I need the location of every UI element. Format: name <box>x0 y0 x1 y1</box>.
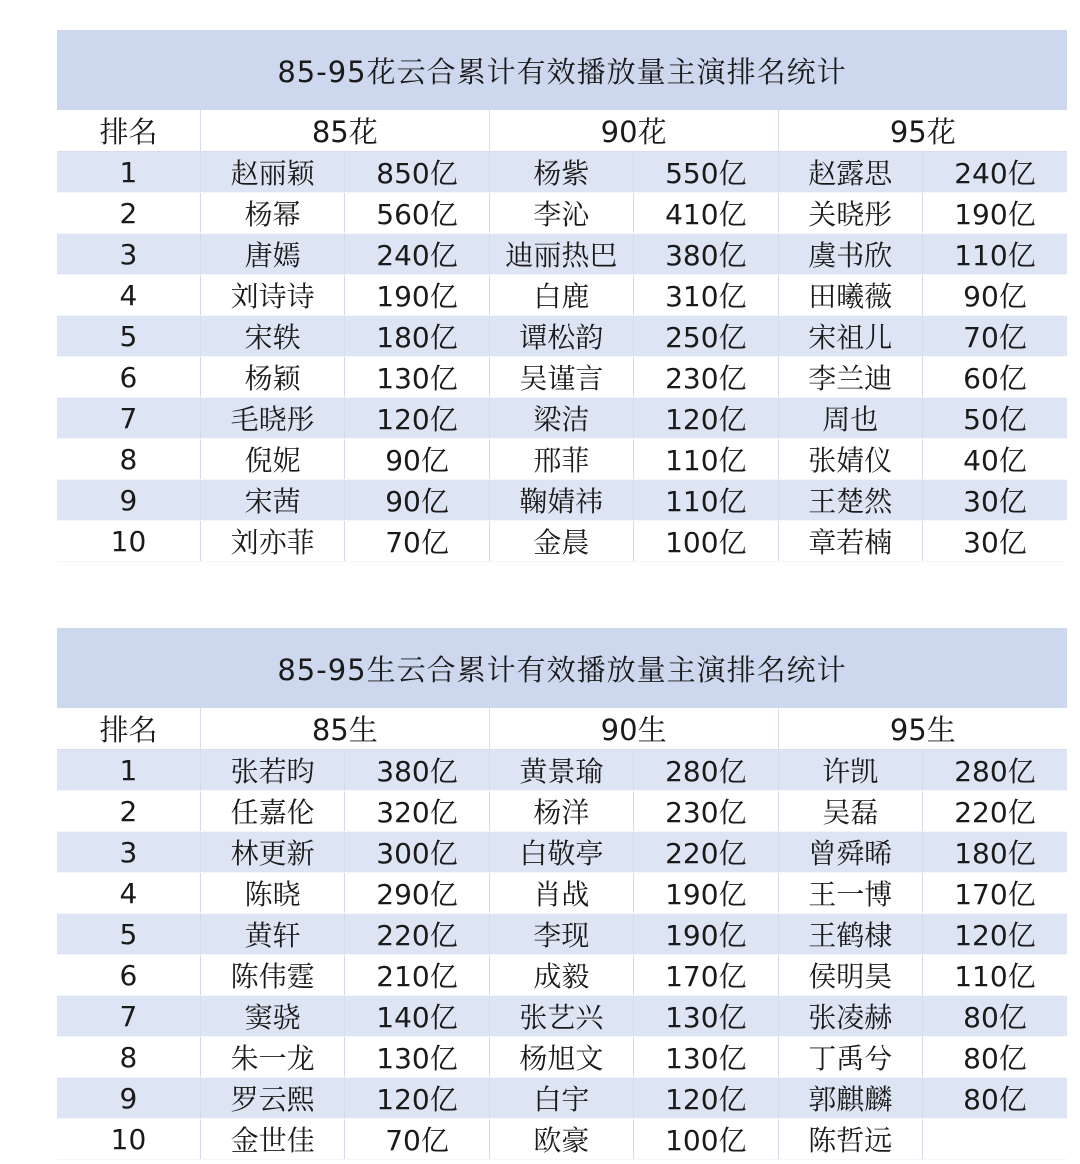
group-header: 90花 <box>489 110 778 152</box>
value-cell: 220亿 <box>345 914 489 955</box>
rank-header: 排名 <box>57 708 200 750</box>
table-row <box>57 1119 1067 1160</box>
value-cell: 380亿 <box>634 234 778 275</box>
group-header: 95花 <box>778 110 1067 152</box>
name-cell: 倪妮 <box>200 439 344 480</box>
name-cell: 迪丽热巴 <box>489 234 633 275</box>
name-cell: 欧豪 <box>489 1119 633 1160</box>
value-cell: 320亿 <box>345 791 489 832</box>
value-cell: 110亿 <box>922 234 1067 275</box>
value-cell: 240亿 <box>345 234 489 275</box>
name-cell: 任嘉伦 <box>200 791 344 832</box>
name-cell: 郭麒麟 <box>778 1078 922 1119</box>
name-cell: 张若昀 <box>200 750 344 791</box>
table-row <box>57 791 1067 832</box>
table-row <box>57 480 1067 521</box>
name-cell: 肖战 <box>489 873 633 914</box>
name-cell: 成毅 <box>489 955 633 996</box>
value-cell: 170亿 <box>634 955 778 996</box>
table-row <box>57 316 1067 357</box>
name-cell: 白鹿 <box>489 275 633 316</box>
value-cell: 130亿 <box>634 1037 778 1078</box>
rank-cell: 6 <box>57 357 200 398</box>
value-cell: 410亿 <box>634 193 778 234</box>
rank-cell: 7 <box>57 398 200 439</box>
rank-cell: 8 <box>57 1037 200 1078</box>
value-cell: 120亿 <box>345 1078 489 1119</box>
value-cell: 110亿 <box>634 439 778 480</box>
rank-cell: 4 <box>57 873 200 914</box>
name-cell: 杨颖 <box>200 357 344 398</box>
value-cell: 280亿 <box>634 750 778 791</box>
name-cell: 鞠婧祎 <box>489 480 633 521</box>
value-cell: 380亿 <box>345 750 489 791</box>
name-cell: 刘诗诗 <box>200 275 344 316</box>
name-cell: 宋轶 <box>200 316 344 357</box>
table-row <box>57 750 1067 791</box>
rank-cell: 10 <box>57 1119 200 1160</box>
name-cell: 白宇 <box>489 1078 633 1119</box>
value-cell: 290亿 <box>345 873 489 914</box>
table-row <box>57 914 1067 955</box>
table-row <box>57 521 1067 562</box>
name-cell: 刘亦菲 <box>200 521 344 562</box>
value-cell: 220亿 <box>922 791 1067 832</box>
name-cell: 杨幂 <box>200 193 344 234</box>
table-row <box>57 832 1067 873</box>
value-cell: 30亿 <box>922 480 1067 521</box>
name-cell: 田曦薇 <box>778 275 922 316</box>
name-cell: 李现 <box>489 914 633 955</box>
value-cell: 230亿 <box>634 791 778 832</box>
name-cell: 王鹤棣 <box>778 914 922 955</box>
table-row <box>57 398 1067 439</box>
name-cell: 赵丽颖 <box>200 152 344 193</box>
name-cell: 梁洁 <box>489 398 633 439</box>
table-row <box>57 439 1067 480</box>
name-cell: 李兰迪 <box>778 357 922 398</box>
name-cell: 李沁 <box>489 193 633 234</box>
value-cell: 230亿 <box>634 357 778 398</box>
name-cell: 张婧仪 <box>778 439 922 480</box>
value-cell: 310亿 <box>634 275 778 316</box>
value-cell: 140亿 <box>345 996 489 1037</box>
name-cell: 赵露思 <box>778 152 922 193</box>
value-cell <box>922 1119 1067 1160</box>
value-cell: 90亿 <box>345 480 489 521</box>
value-cell: 120亿 <box>922 914 1067 955</box>
table-title: 85-95花云合累计有效播放量主演排名统计 <box>57 30 1067 110</box>
name-cell: 关晓彤 <box>778 193 922 234</box>
name-cell: 张凌赫 <box>778 996 922 1037</box>
header-row <box>57 110 1067 152</box>
value-cell: 120亿 <box>634 398 778 439</box>
value-cell: 120亿 <box>634 1078 778 1119</box>
group-header: 85花 <box>200 110 489 152</box>
value-cell: 90亿 <box>345 439 489 480</box>
value-cell: 80亿 <box>922 996 1067 1037</box>
value-cell: 220亿 <box>634 832 778 873</box>
value-cell: 70亿 <box>922 316 1067 357</box>
value-cell: 190亿 <box>345 275 489 316</box>
rank-cell: 7 <box>57 996 200 1037</box>
table-row <box>57 275 1067 316</box>
name-cell: 丁禹兮 <box>778 1037 922 1078</box>
value-cell: 190亿 <box>634 914 778 955</box>
name-cell: 毛晓彤 <box>200 398 344 439</box>
name-cell: 朱一龙 <box>200 1037 344 1078</box>
name-cell: 侯明昊 <box>778 955 922 996</box>
name-cell: 王一博 <box>778 873 922 914</box>
rank-cell: 2 <box>57 193 200 234</box>
name-cell: 宋祖儿 <box>778 316 922 357</box>
rank-cell: 2 <box>57 791 200 832</box>
name-cell: 谭松韵 <box>489 316 633 357</box>
value-cell: 130亿 <box>634 996 778 1037</box>
name-cell: 陈晓 <box>200 873 344 914</box>
group-header: 95生 <box>778 708 1067 750</box>
value-cell: 30亿 <box>922 521 1067 562</box>
table-row <box>57 152 1067 193</box>
value-cell: 70亿 <box>345 1119 489 1160</box>
value-cell: 110亿 <box>634 480 778 521</box>
value-cell: 110亿 <box>922 955 1067 996</box>
name-cell: 宋茜 <box>200 480 344 521</box>
table-row <box>57 193 1067 234</box>
table-row <box>57 1078 1067 1119</box>
table-row <box>57 955 1067 996</box>
name-cell: 曾舜晞 <box>778 832 922 873</box>
name-cell: 唐嫣 <box>200 234 344 275</box>
name-cell: 张艺兴 <box>489 996 633 1037</box>
value-cell: 130亿 <box>345 1037 489 1078</box>
name-cell: 章若楠 <box>778 521 922 562</box>
name-cell: 金世佳 <box>200 1119 344 1160</box>
value-cell: 90亿 <box>922 275 1067 316</box>
rank-cell: 3 <box>57 832 200 873</box>
table-row <box>57 996 1067 1037</box>
rank-cell: 8 <box>57 439 200 480</box>
value-cell: 170亿 <box>922 873 1067 914</box>
table-title: 85-95生云合累计有效播放量主演排名统计 <box>57 628 1067 708</box>
name-cell: 杨旭文 <box>489 1037 633 1078</box>
table-row <box>57 1037 1067 1078</box>
rank-cell: 1 <box>57 152 200 193</box>
value-cell: 180亿 <box>922 832 1067 873</box>
name-cell: 周也 <box>778 398 922 439</box>
value-cell: 80亿 <box>922 1037 1067 1078</box>
ranking-table-actresses <box>57 30 1067 562</box>
value-cell: 850亿 <box>345 152 489 193</box>
name-cell: 王楚然 <box>778 480 922 521</box>
name-cell: 陈伟霆 <box>200 955 344 996</box>
table-row <box>57 357 1067 398</box>
value-cell: 280亿 <box>922 750 1067 791</box>
rank-cell: 5 <box>57 914 200 955</box>
value-cell: 180亿 <box>345 316 489 357</box>
value-cell: 190亿 <box>634 873 778 914</box>
name-cell: 窦骁 <box>200 996 344 1037</box>
value-cell: 120亿 <box>345 398 489 439</box>
value-cell: 250亿 <box>634 316 778 357</box>
value-cell: 300亿 <box>345 832 489 873</box>
rank-header: 排名 <box>57 110 200 152</box>
value-cell: 560亿 <box>345 193 489 234</box>
name-cell: 杨紫 <box>489 152 633 193</box>
name-cell: 黄景瑜 <box>489 750 633 791</box>
value-cell: 550亿 <box>634 152 778 193</box>
value-cell: 240亿 <box>922 152 1067 193</box>
value-cell: 100亿 <box>634 521 778 562</box>
table-row <box>57 873 1067 914</box>
value-cell: 50亿 <box>922 398 1067 439</box>
rank-cell: 4 <box>57 275 200 316</box>
value-cell: 60亿 <box>922 357 1067 398</box>
header-row <box>57 708 1067 750</box>
name-cell: 杨洋 <box>489 791 633 832</box>
name-cell: 邢菲 <box>489 439 633 480</box>
rank-cell: 1 <box>57 750 200 791</box>
value-cell: 130亿 <box>345 357 489 398</box>
name-cell: 虞书欣 <box>778 234 922 275</box>
name-cell: 吴谨言 <box>489 357 633 398</box>
group-header: 85生 <box>200 708 489 750</box>
name-cell: 白敬亭 <box>489 832 633 873</box>
value-cell: 40亿 <box>922 439 1067 480</box>
name-cell: 吴磊 <box>778 791 922 832</box>
rank-cell: 9 <box>57 480 200 521</box>
value-cell: 210亿 <box>345 955 489 996</box>
rank-cell: 9 <box>57 1078 200 1119</box>
table-row <box>57 234 1067 275</box>
name-cell: 金晨 <box>489 521 633 562</box>
value-cell: 70亿 <box>345 521 489 562</box>
value-cell: 80亿 <box>922 1078 1067 1119</box>
group-header: 90生 <box>489 708 778 750</box>
rank-cell: 3 <box>57 234 200 275</box>
rank-cell: 6 <box>57 955 200 996</box>
value-cell: 100亿 <box>634 1119 778 1160</box>
name-cell: 罗云熙 <box>200 1078 344 1119</box>
ranking-table-actors <box>57 628 1067 1160</box>
name-cell: 许凯 <box>778 750 922 791</box>
name-cell: 林更新 <box>200 832 344 873</box>
value-cell: 190亿 <box>922 193 1067 234</box>
name-cell: 陈哲远 <box>778 1119 922 1160</box>
rank-cell: 10 <box>57 521 200 562</box>
rank-cell: 5 <box>57 316 200 357</box>
name-cell: 黄轩 <box>200 914 344 955</box>
